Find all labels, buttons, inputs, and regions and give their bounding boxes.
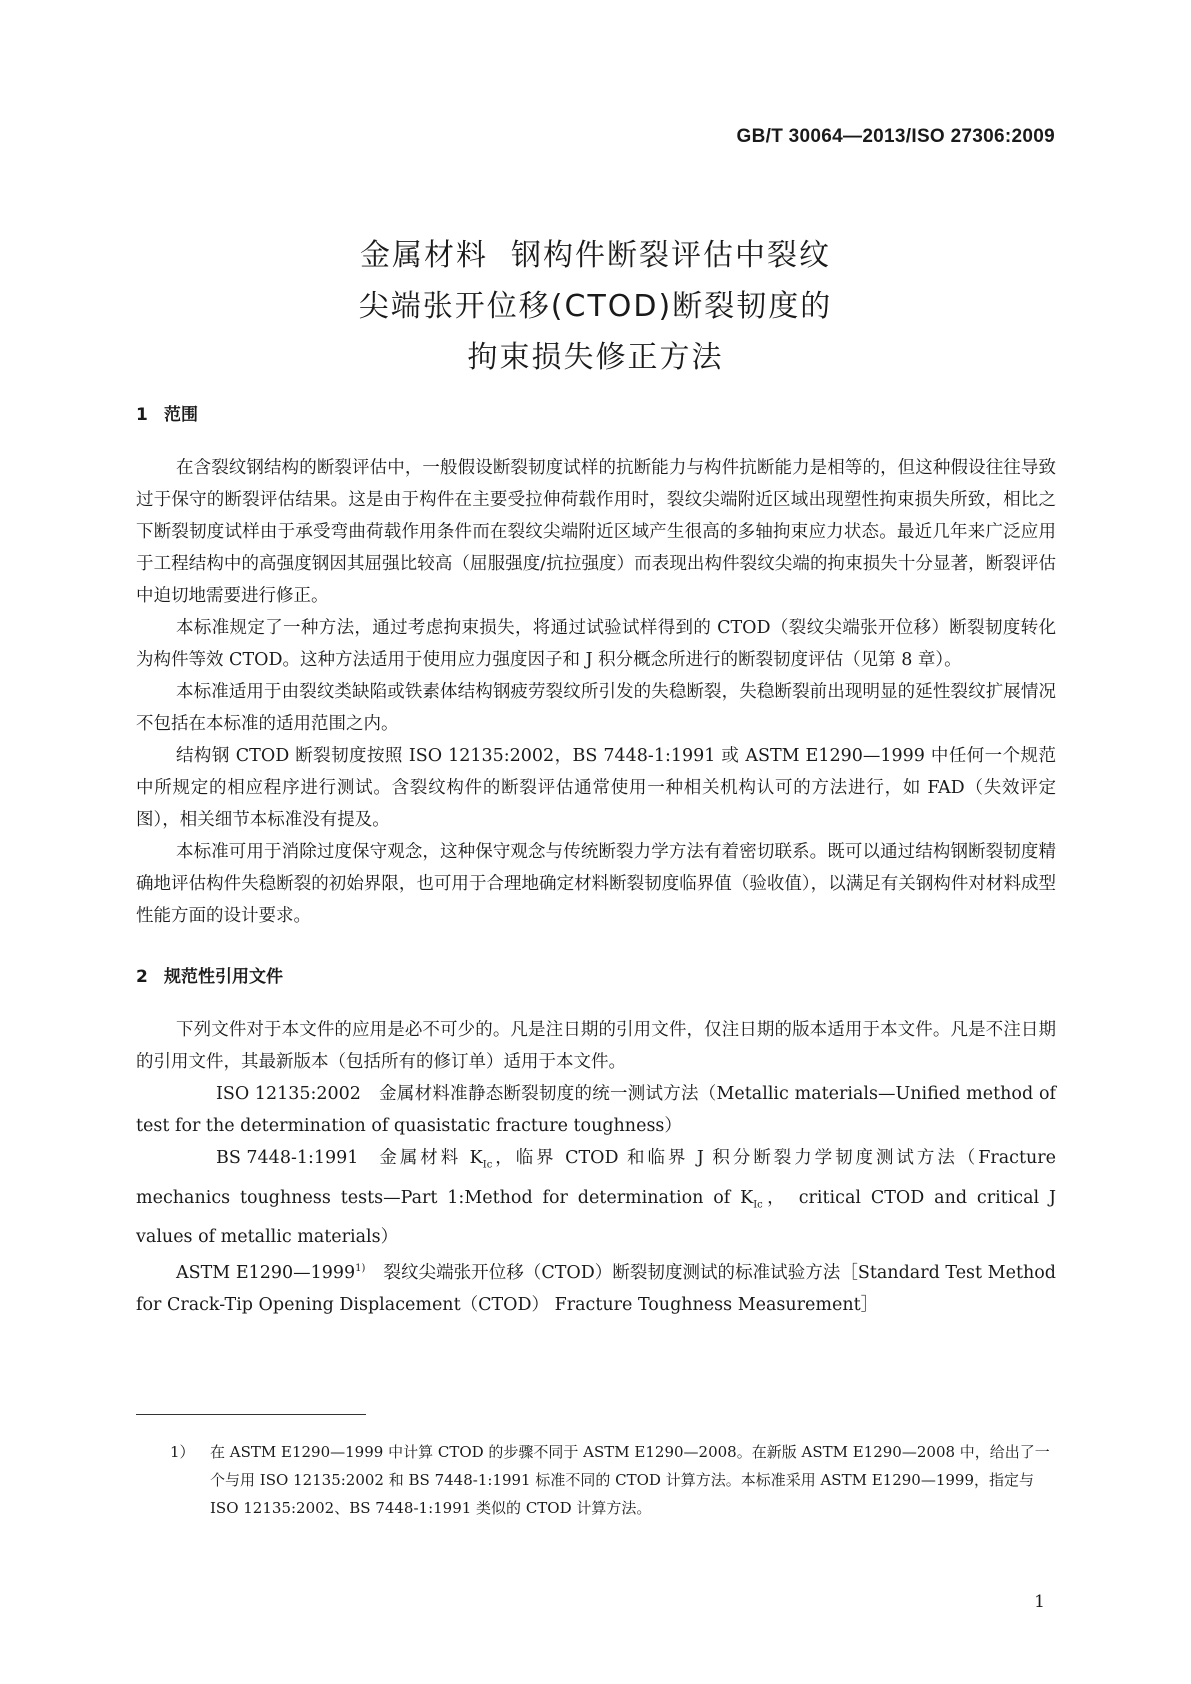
section-1-heading [136,400,198,425]
reference-item [136,1078,1056,1142]
reference-text: ， critical CTOD and critical J values of metallic materials） [136,1187,1057,1247]
reference-code: BS 7448-1:1991 [216,1148,359,1168]
reference-text: ，临界 CTOD 和临界 J 积分断裂力学韧度测试方法（Fracture mechanics toughness tests—Part 1:Method for determination of K [136,1148,1056,1208]
reference-subscript: Ic [482,1159,493,1171]
title-line-2: 尖端张开位移(CTOD)断裂韧度的 [358,289,833,324]
reference-item [136,1142,1056,1253]
document-title [0,230,1191,383]
section-1-paragraph: 本标准规定了一种方法，通过考虑拘束损失，将通过试验试样得到的 CTOD（裂纹尖端张开位移）断裂韧度转化为构件等效 CTOD。这种方法适用于使用应力强度因子和 J 积分概念所进行的断裂韧度评估（见第 8 章）。 [136,618,1056,670]
reference-code: ASTM E1290—1999 [176,1262,356,1283]
reference-text: 裂纹尖端张开位移（CTOD）断裂韧度测试的标准试验方法［Standard Test Method for Crack-Tip Opening Displacement（CTOD） Fracture Toughness Measurement］ [136,1262,1056,1315]
title-line-1: 金属材料 钢构件断裂评估中裂纹 [359,238,832,273]
page-number: 1 [1034,1592,1045,1612]
section-1-body [136,452,1056,932]
section-1-title: 范围 [164,405,198,425]
standard-number: GB/T 30064—2013/ISO 27306:2009 [736,126,1055,147]
footnote-reference-mark[interactable]: 1) [355,1263,366,1274]
footnote-text: 在 ASTM E1290—1999 中计算 CTOD 的步骤不同于 ASTM E1290—2008。在新版 ASTM E1290—2008 中，给出了一个与用 ISO 12135:2002 和 BS 7448-1:1991 标准不同的 CTOD 计算方法。本标准采用 ASTM E1290—1999，指定与 ISO 12135:2002、BS 7448-1:1991 类似的 CTOD 计算方法。 [210,1443,1050,1517]
reference-item [136,1253,1056,1321]
reference-text: 金属材料准静态断裂韧度的统一测试方法（Metallic materials—Unified method of test for the determination of quasistatic fracture toughness） [136,1084,1056,1136]
reference-code: ISO 12135:2002 [216,1084,361,1104]
reference-subscript: Ic [753,1199,763,1210]
footnote-divider [136,1414,366,1415]
section-1-paragraph: 结构钢 CTOD 断裂韧度按照 ISO 12135:2002，BS 7448-1:1991 或 ASTM E1290—1999 中任何一个规范中所规定的相应程序进行测试。含裂纹构件的断裂评估通常使用一种相关机构认可的方法进行，如 FAD（失效评定图），相关细节本标准没有提及。 [136,746,1056,830]
section-1-paragraph: 本标准可用于消除过度保守观念，这种保守观念与传统断裂力学方法有着密切联系。既可以通过结构钢断裂韧度精确地评估构件失稳断裂的初始界限，也可用于合理地确定材料断裂韧度临界值（验收值），以满足有关钢构件对材料成型性能方面的设计要求。 [136,842,1056,926]
section-2-body [136,1014,1056,1321]
section-2-title: 规范性引用文件 [164,967,283,987]
section-2-heading [136,962,283,987]
section-1-number: 1 [136,405,148,425]
section-2-number: 2 [136,967,148,987]
footnote [170,1438,1056,1522]
section-1-paragraph: 本标准适用于由裂纹类缺陷或铁素体结构钢疲劳裂纹所引发的失稳断裂，失稳断裂前出现明显的延性裂纹扩展情况不包括在本标准的适用范围之内。 [136,682,1056,734]
title-line-3: 拘束损失修正方法 [467,340,724,375]
section-1-paragraph: 在含裂纹钢结构的断裂评估中，一般假设断裂韧度试样的抗断能力与构件抗断能力是相等的，但这种假设往往导致过于保守的断裂评估结果。这是由于构件在主要受拉伸荷载作用时，裂纹尖端附近区域出现塑性拘束损失所致，相比之下断裂韧度试样由于承受弯曲荷载作用条件而在裂纹尖端附近区域产生很高的多轴拘束应力状态。最近几年来广泛应用于工程结构中的高强度钢因其屈强比较高（屈服强度/抗拉强度）而表现出构件裂纹尖端的拘束损失十分显著，断裂评估中迫切地需要进行修正。 [136,458,1056,606]
section-2-intro: 下列文件对于本文件的应用是必不可少的。凡是注日期的引用文件，仅注日期的版本适用于本文件。凡是不注日期的引用文件，其最新版本（包括所有的修订单）适用于本文件。 [136,1020,1056,1072]
reference-text: 金属材料 K [376,1148,483,1168]
footnote-mark: 1） [170,1443,195,1461]
